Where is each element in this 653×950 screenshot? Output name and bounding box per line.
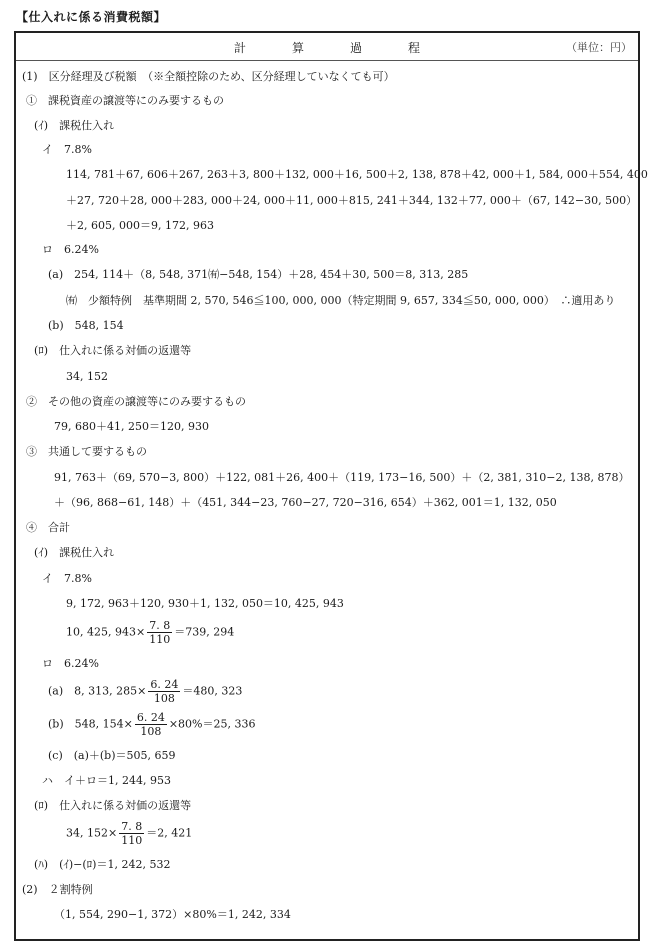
calc-text: ＝2, 421 [146,826,193,840]
fraction-denominator: 108 [140,725,162,738]
calc-line: ＋（96, 868−61, 148）＋（451, 344−23, 760−27, 720−316, 654）＋362, 001＝1, 132, 050 [54,496,557,509]
table-header [16,33,638,61]
sub-heading-taxable-purchases: (ｲ) 課税仕入れ [34,119,115,132]
calc-text: 34, 152× [66,826,118,840]
calc-text: ＝739, 294 [174,625,235,639]
fraction-denominator: 110 [121,834,143,847]
document-title: 【仕入れに係る消費税額】 [16,10,167,24]
calc-line: (b) 548, 154 [48,319,124,332]
calc-line-fraction [66,619,234,646]
calc-line-fraction [66,820,192,847]
fraction [148,678,180,705]
calculation-process-heading [16,39,638,56]
calc-text: (b) 548, 154× [48,717,133,731]
calc-line: ＋27, 720＋28, 000＋283, 000＋24, 000＋11, 000＋815, 241＋344, 132＋77, 000＋（67, 142−30, 500） [66,194,638,207]
note-line: ㈲ 少額特例 基準期間 2, 570, 546≦100, 000, 000（特定期間 9, 657, 334≦50, 000, 000） ∴適用あり [66,294,616,307]
calc-line: (c) (a)＋(b)＝505, 659 [48,749,176,762]
rate-heading-7-8: イ 7.8% [42,143,92,156]
item-1-heading: ① 課税資産の譲渡等にのみ要するもの [26,94,224,107]
sub-heading-taxable-purchases: (ｲ) 課税仕入れ [34,546,115,559]
fraction-numerator: 6. 24 [150,678,179,691]
calc-text: 10, 425, 943× [66,625,146,639]
unit-label: （単位：円） [566,41,632,54]
calc-line: 114, 781＋67, 606＋267, 263＋3, 800＋132, 000＋16, 500＋2, 138, 878＋42, 000＋1, 584, 000＋554, 400 [66,168,648,181]
sub-heading-returns: (ﾛ) 仕入れに係る対価の返還等 [34,344,192,357]
item-4-heading: ④ 合計 [26,521,70,534]
heading-char: 程 [407,41,420,55]
calc-line: 79, 680＋41, 250＝120, 930 [54,420,209,433]
fraction-denominator: 108 [153,692,175,705]
rate-heading-7-8: イ 7.8% [42,572,92,585]
section-1-heading: (1) 区分経理及び税額 （※全額控除のため、区分経理していなくても可） [22,70,395,83]
calc-line: 91, 763＋（69, 570−3, 800）＋122, 081＋26, 400＋（119, 173−16, 500）＋（2, 381, 310−2, 138, 878） [54,471,630,484]
fraction [135,711,167,738]
calc-line: 34, 152 [66,370,108,383]
calc-line: ＋2, 605, 000＝9, 172, 963 [66,219,214,232]
calc-text: ＝480, 323 [182,684,243,698]
heading-char: 計 [233,41,246,55]
calc-line: (ﾊ) (ｲ)−(ﾛ)＝1, 242, 532 [34,858,171,871]
fraction-denominator: 110 [149,633,171,646]
heading-char: 算 [291,41,304,55]
calc-line: ハ イ＋ロ＝1, 244, 953 [42,774,171,787]
heading-char: 過 [349,41,362,55]
rate-heading-6-24: ロ 6.24% [42,243,99,256]
section-2-heading: (2) ２割特例 [22,883,93,896]
calc-line-fraction [48,711,255,738]
rate-heading-6-24: ロ 6.24% [42,657,99,670]
calc-line: 9, 172, 963＋120, 930＋1, 132, 050＝10, 425, 943 [66,597,344,610]
calc-line: （1, 554, 290−1, 372）×80%＝1, 242, 334 [54,908,291,921]
calc-text: ×80%＝25, 336 [168,717,256,731]
fraction [119,820,144,847]
fraction-numerator: 6. 24 [136,711,165,724]
fraction [147,619,172,646]
sub-heading-returns: (ﾛ) 仕入れに係る対価の返還等 [34,799,192,812]
fraction-numerator: 7. 8 [149,619,171,632]
calc-line: (a) 254, 114＋（8, 548, 371㈲−548, 154）＋28, 454＋30, 500＝8, 313, 285 [48,268,469,281]
item-2-heading: ② その他の資産の譲渡等にのみ要するもの [26,395,246,408]
calc-text: (a) 8, 313, 285× [48,684,147,698]
fraction-numerator: 7. 8 [121,820,143,833]
item-3-heading: ③ 共通して要するもの [26,445,147,458]
calc-line-fraction [48,678,242,705]
calculation-table [14,31,648,941]
